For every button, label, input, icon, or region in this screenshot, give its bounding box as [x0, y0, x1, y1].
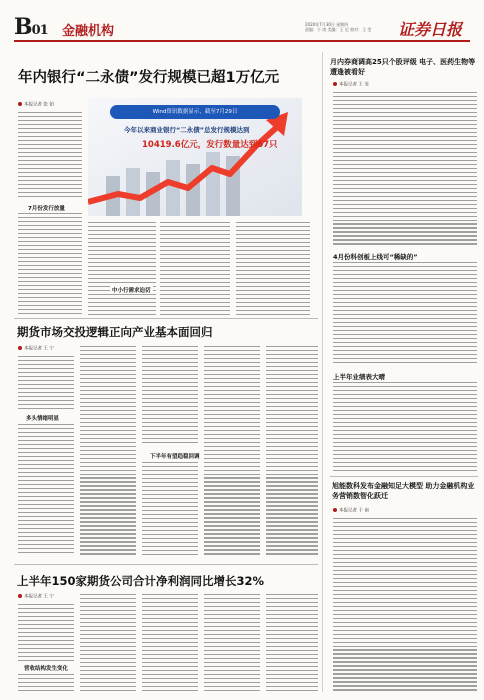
lead-text-col1-top — [18, 112, 82, 202]
bottom-text-col1-bottom — [18, 674, 74, 696]
mid-text-col1-bottom — [18, 424, 74, 558]
mid-text-col2 — [80, 346, 136, 558]
banner-caption-1: Wind资讯数据显示，截至7月29日 — [110, 105, 280, 119]
bullet-icon — [18, 102, 22, 106]
banner-caption-3: 10419.6亿元，发行数量达到67只 — [142, 140, 278, 150]
header-rule — [14, 40, 470, 42]
bottom-headline: 上半年150家期货公司合计净利润同比增长32% — [17, 574, 265, 588]
right-subhead-2: 4月份科创板上线可“稀缺的” — [333, 253, 418, 261]
section-letter: B01 — [14, 14, 48, 40]
mid-text-col5 — [266, 346, 318, 558]
lead-text-col4 — [236, 222, 310, 317]
divider-top-mid — [14, 318, 318, 319]
bullet-icon — [18, 594, 22, 598]
mid-text-col3-top — [142, 346, 198, 448]
divider-mid-bottom — [14, 564, 318, 565]
bullet-icon — [333, 508, 337, 512]
column-divider — [322, 52, 323, 692]
lead-text-col3 — [160, 222, 230, 317]
mid-byline: 本报记者 王 宁 — [18, 346, 54, 353]
bottom-text-col2 — [80, 594, 136, 696]
lead-subhead-2: 中小行需求迫切 — [112, 288, 151, 294]
lead-text-col1-bottom — [18, 213, 82, 316]
lead-headline: 年内银行“二永债”发行规模已超1万亿元 — [18, 70, 280, 86]
banner-caption-2: 今年以来商业银行“二永债”总发行规模达到 — [124, 126, 250, 134]
bottom-subhead-1: 营收结构发生变化 — [24, 666, 69, 672]
header-date-info: 2020年7月30日 星期四 责编：于 南 美编：王 尼 校对：王 莹 — [305, 22, 372, 32]
lead-banner-image — [88, 98, 302, 216]
right-subhead-3: 上半年业绩表大晴 — [333, 373, 385, 381]
lead-byline: 本报记者 张 铂 — [18, 102, 54, 109]
right-text-4 — [333, 518, 477, 696]
right-text-1 — [333, 92, 477, 248]
mid-text-col1-top — [18, 356, 74, 412]
bottom-text-col4 — [204, 594, 260, 696]
bottom-text-col5 — [266, 594, 318, 696]
bullet-icon — [333, 82, 337, 86]
lead-subhead-1: 7月份发行放量 — [28, 206, 65, 212]
right-text-3 — [333, 382, 477, 474]
bottom-byline: 本报记者 王 宁 — [18, 594, 54, 601]
bullet-icon — [18, 346, 22, 350]
bottom-text-col3 — [142, 594, 198, 696]
mid-text-col3-bottom — [142, 462, 198, 558]
right-text-2 — [333, 262, 477, 368]
mid-headline: 期货市场交投逻辑正向产业基本面回归 — [17, 325, 213, 339]
mid-subhead-2: 下半年有望趋稳回调 — [150, 454, 200, 460]
right-byline-1: 本报记者 王 莹 — [333, 82, 369, 89]
page-header — [0, 0, 484, 44]
mid-subhead-1: 多头情绪明显 — [26, 416, 60, 422]
section-title: 金融机构 — [62, 24, 115, 39]
divider-right — [330, 476, 478, 477]
lead-text-col2 — [88, 222, 156, 317]
right-headline-4: 旭能数科发布金融知足大模型 助力金融机构业务营销数智化跃迁 — [332, 482, 475, 500]
right-byline-4: 本报记者 于 南 — [333, 508, 369, 515]
bottom-text-col1-top — [18, 604, 74, 662]
masthead-logo: 证券日报 — [398, 20, 463, 39]
mid-text-col4 — [204, 346, 260, 558]
right-headline-1: 月内券商调高25只个股评级 电子、医药生物等遭逢被看好 — [330, 58, 476, 76]
